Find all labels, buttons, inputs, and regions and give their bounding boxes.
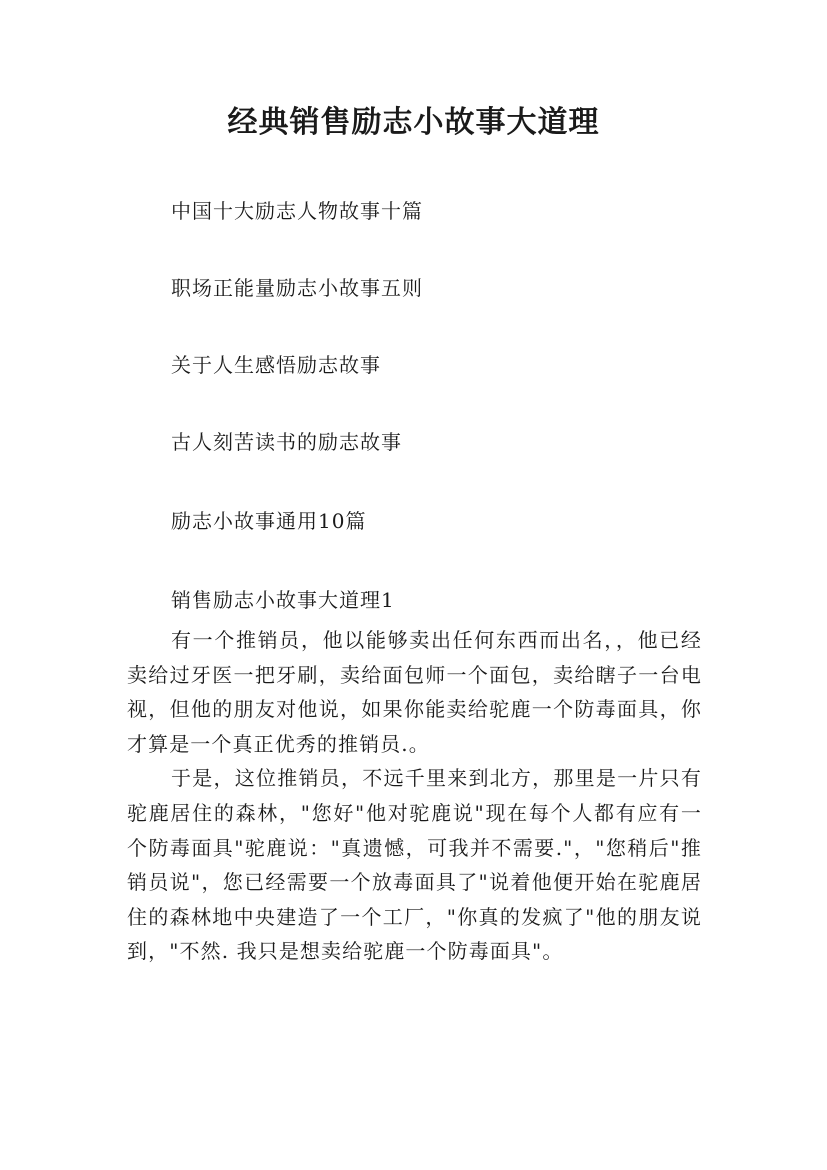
toc-item: 古人刻苦读书的励志故事: [171, 430, 402, 454]
toc-item: 中国十大励志人物故事十篇: [171, 199, 423, 223]
story-paragraph: 于是，这位推销员，不远千里来到北方，那里是一片只有驼鹿居住的森林，"您好"他对驼鹿说"现在每个人都有应有一个防毒面具"驼鹿说："真遗憾，可我并不需要."，"您稍后"推销员说"，您已经需要一个放毒面具了"说着他便开始在驼鹿居住的森林地中央建造了一个工厂，"你真的发疯了"他的朋友说到，"不然. 我只是想卖给驼鹿一个防毒面具"。: [127, 766, 702, 964]
toc-item: 职场正能量励志小故事五则: [171, 276, 423, 300]
toc-item: 关于人生感悟励志故事: [171, 353, 381, 377]
section-heading: 销售励志小故事大道理1: [171, 588, 395, 612]
story-body: [127, 623, 702, 969]
toc-item: 励志小故事通用10篇: [171, 509, 367, 533]
story-paragraph: 有一个推销员，他以能够卖出任何东西而出名，，他已经卖给过牙医一把牙刷，卖给面包师一个面包，卖给瞎子一台电视，但他的朋友对他说，如果你能卖给驼鹿一个防毒面具，你才算是一个真正优秀的推销员.。: [127, 628, 702, 756]
document-title: 经典销售励志小故事大道理: [227, 105, 600, 140]
